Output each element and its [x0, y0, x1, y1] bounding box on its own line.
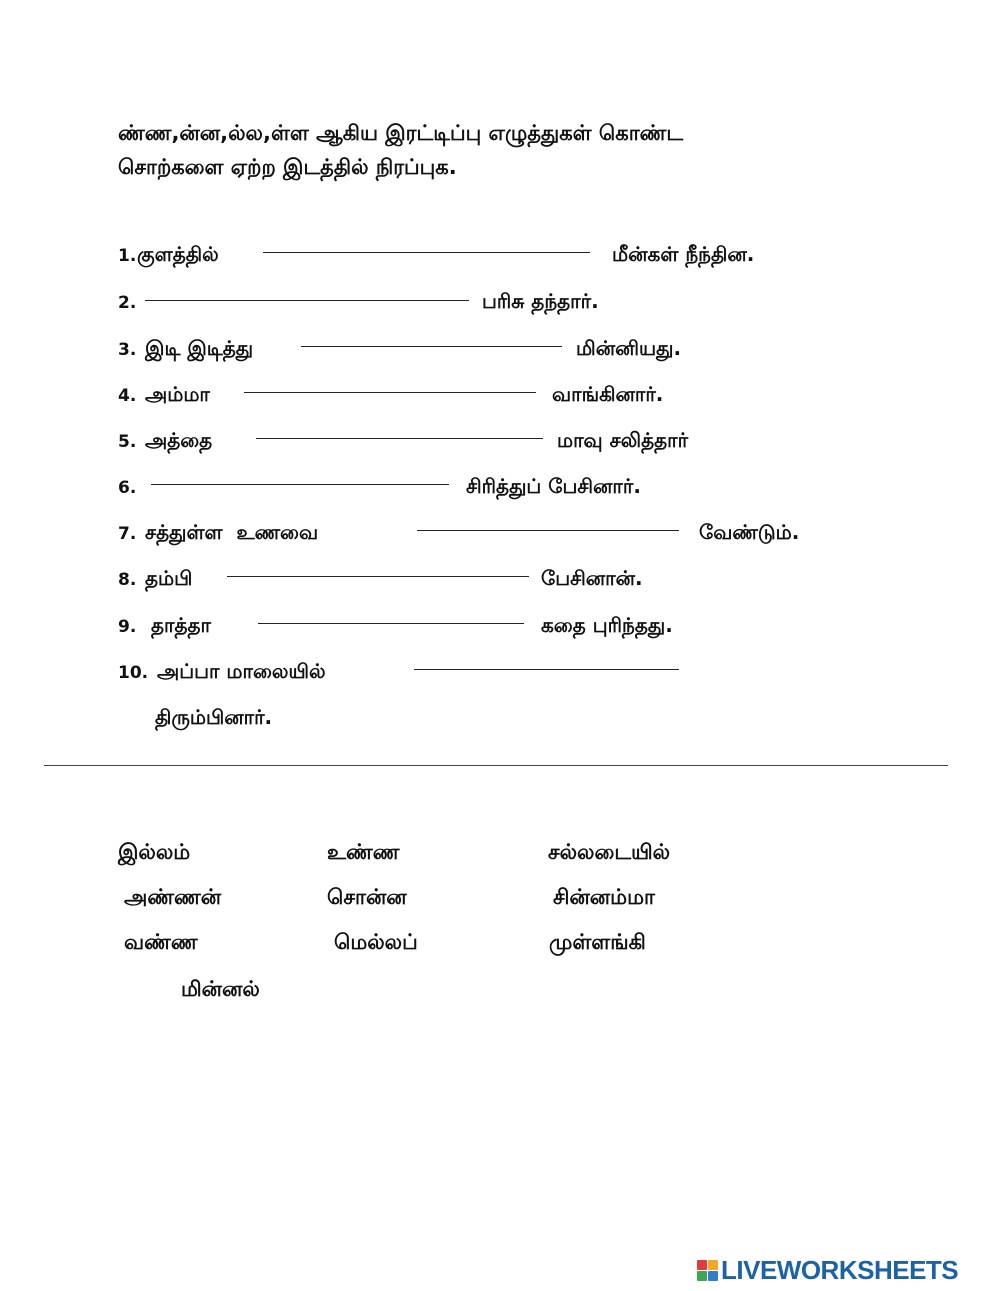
answer-blank-6[interactable] [151, 484, 449, 485]
question-text-after: கதை புரிந்தது. [541, 613, 673, 637]
instruction-line-1: ண்ண,ன்ன,ல்ல,ள்ள ஆகிய இரட்டிப்பு எழுத்துகள் கொண்ட [118, 121, 684, 145]
answer-blank-2[interactable] [145, 300, 469, 301]
question-text-after: சிரித்துப் பேசினார். [466, 474, 641, 498]
word-bank-item: மெல்லப் [334, 930, 418, 954]
word-bank-item: அண்ணன் [124, 885, 222, 909]
question-number: 8. [118, 570, 137, 590]
word-bank-item: உண்ண [327, 840, 400, 864]
answer-blank-4[interactable] [244, 392, 536, 393]
answer-blank-5[interactable] [256, 438, 543, 439]
answer-blank-9[interactable] [258, 623, 524, 624]
question-text-before: சத்துள்ள உணவை [145, 520, 319, 544]
answer-blank-3[interactable] [301, 346, 562, 347]
word-bank-item: வண்ண [124, 930, 198, 954]
question-number: 6. [118, 478, 137, 498]
question-number: 5. [118, 432, 137, 452]
word-bank-item: முள்ளங்கி [549, 930, 646, 954]
word-bank-item: சொன்ன [327, 885, 407, 909]
question-number: 4. [118, 386, 137, 406]
section-divider [44, 765, 948, 766]
word-bank-item: சல்லடையில் [548, 840, 671, 864]
word-bank-item: சின்னம்மா [553, 885, 655, 909]
question-text-before: அம்மா [145, 382, 210, 406]
answer-blank-8[interactable] [227, 576, 529, 577]
instruction-line-2: சொற்களை ஏற்ற இடத்தில் நிரப்புக. [118, 155, 457, 179]
word-bank-item: இல்லம் [118, 840, 191, 864]
question-text-after: பேசினான். [541, 566, 643, 590]
question-text-after: மின்னியது. [576, 336, 682, 360]
word-bank-item: மின்னல் [181, 977, 260, 1001]
question-text-after: வேண்டும். [699, 520, 800, 544]
question-number: 2. [118, 293, 137, 313]
answer-blank-10[interactable] [414, 669, 679, 670]
question-number: 3. [118, 340, 137, 360]
answer-blank-1[interactable] [263, 252, 590, 253]
question-text-before: குளத்தில் [137, 242, 219, 266]
question-text-after: திரும்பினார். [155, 705, 273, 729]
question-text-after: பரிசு தந்தார். [482, 289, 599, 313]
question-text-after: வாங்கினார். [552, 382, 664, 406]
logo-icon [697, 1260, 718, 1281]
logo-text: LIVEWORKSHEETS [721, 1254, 959, 1285]
question-text-after: மீன்கள் நீந்தின. [612, 242, 755, 266]
question-text-before: அத்தை [145, 428, 213, 452]
question-text-before: தம்பி [145, 566, 193, 590]
question-text-after: மாவு சலித்தார் [557, 428, 689, 452]
answer-blank-7[interactable] [417, 530, 679, 531]
question-number: 7. [118, 524, 137, 544]
question-number: 1. [118, 246, 137, 266]
question-number: 10. [118, 663, 149, 683]
question-text-before: தாத்தா [151, 613, 211, 637]
question-text-before: இடி இடித்து [145, 336, 254, 360]
liveworksheets-logo [697, 1255, 997, 1285]
question-number: 9. [118, 617, 137, 637]
question-text-before: அப்பா மாலையில் [157, 659, 326, 683]
